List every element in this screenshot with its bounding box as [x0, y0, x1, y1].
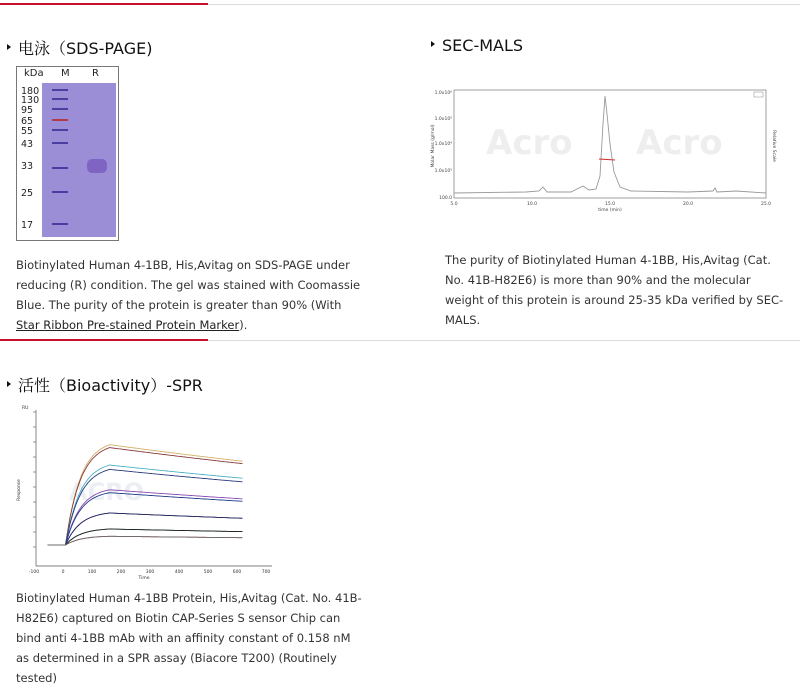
x-axis-label: time (min): [598, 208, 622, 213]
sds-description: Biotinylated Human 4-1BB, His,Avitag on SDS-PAGE under reducing (R) condition. The gel was stained with Coomassie Blue. The purity of the protein is greater than 90% (With Star Ribbon Pre-stained Protein Marker).: [16, 258, 361, 332]
marker-label: 130: [21, 95, 40, 106]
bullet-triangle-icon: [431, 41, 435, 47]
x-axis-label: Time: [138, 576, 150, 581]
gel-header-r: R: [92, 68, 99, 79]
middle-divider: [0, 340, 800, 341]
y-tick-label: 1.0x10⁵: [434, 117, 452, 122]
sample-band: [87, 159, 107, 173]
marker-label: 33: [21, 161, 34, 172]
spr-chart: [14, 400, 278, 582]
y-unit-label: RU: [22, 406, 29, 411]
y2-axis-label: Relative Scale: [771, 130, 776, 162]
svg-text:700: 700: [261, 570, 271, 575]
sec-mals-chart: [426, 84, 778, 216]
svg-text:200: 200: [116, 570, 126, 575]
svg-text:500: 500: [203, 570, 213, 575]
svg-text:-100: -100: [28, 570, 40, 575]
spr-series-line: [48, 536, 243, 545]
y-tick-label: 1.0x10³: [434, 169, 452, 174]
spr-title: 活性（Bioactivity）-SPR: [7, 373, 203, 396]
sec-mals-description: The purity of Biotinylated Human 4-1BB, His,Avitag (Cat. No. 41B-H82E6) is more than 90% and the molecular weight of this protein is around 25-35 kDa verified by SEC-MALS.: [445, 253, 784, 327]
x-tick-label: 10.0: [526, 202, 538, 207]
top-divider: [0, 4, 800, 5]
x-tick-label: 20.0: [682, 202, 694, 207]
marker-label: 17: [21, 220, 34, 231]
svg-text:Acro: Acro: [636, 123, 723, 163]
x-tick-label: 25.0: [760, 202, 772, 207]
y-tick-label: 100.0: [439, 196, 452, 201]
marker-label: 65: [21, 116, 34, 127]
svg-text:ACRO: ACRO: [69, 478, 145, 506]
gel-lanes: [42, 83, 116, 237]
y-axis-label: Response: [17, 479, 22, 501]
y-tick-label: 1.0x10⁴: [434, 142, 452, 147]
x-tick-label: 5.0: [450, 202, 458, 207]
marker-label: 25: [21, 188, 34, 199]
svg-text:400: 400: [174, 570, 184, 575]
svg-text:300: 300: [145, 570, 155, 575]
svg-text:Acro: Acro: [486, 123, 573, 163]
y-tick-label: 1.0x10⁶: [434, 91, 452, 96]
gel-header-m: M: [61, 68, 70, 79]
bullet-triangle-icon: [7, 381, 11, 387]
marker-label: 43: [21, 139, 34, 150]
marker-label: 180: [21, 86, 40, 97]
y-axis-label: Molar Mass (g/mol): [431, 124, 436, 168]
marker-label: 95: [21, 105, 34, 116]
gel-header-kda: kDa: [24, 68, 44, 79]
sds-gel-image: [16, 66, 119, 241]
svg-text:100: 100: [87, 570, 97, 575]
bullet-triangle-icon: [7, 44, 11, 50]
sds-page-title: 电泳（SDS-PAGE): [7, 36, 152, 59]
sec-mals-title: SEC-MALS: [431, 36, 523, 55]
marker-product-link[interactable]: Star Ribbon Pre-stained Protein Marker: [16, 318, 240, 332]
spr-description: Biotinylated Human 4-1BB Protein, His,Avitag (Cat. No. 41B-H82E6) captured on Biotin CAP-Series S sensor Chip can bind anti 4-1BB mAb with an affinity constant of 0.158 nM as determined in a SPR assay (Biacore T200) (Routinely tested): [16, 591, 362, 685]
marker-label: 55: [21, 126, 34, 137]
svg-text:600: 600: [232, 570, 242, 575]
svg-text:0: 0: [61, 570, 65, 575]
x-tick-label: 15.0: [604, 202, 616, 207]
